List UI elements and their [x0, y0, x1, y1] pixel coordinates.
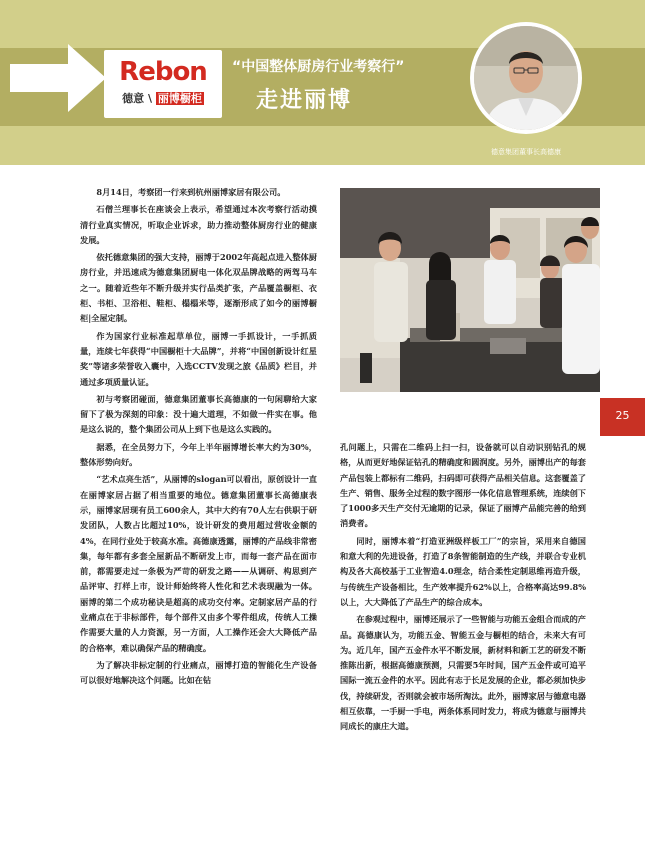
logo-sub-separator: \: [147, 92, 153, 105]
header-banner: [0, 0, 645, 165]
paragraph: 石僧兰理事长在座谈会上表示，希望通过本次考察行活动摸清行业真实情况，听取企业诉求，助力推动整体厨房行业的健康发展。: [80, 204, 317, 245]
paragraph: 据悉，在全员努力下，今年上半年丽博增长率大约为30%，整体形势向好。: [80, 441, 317, 468]
arrow-right-icon: [10, 38, 106, 118]
paragraph: 为了解决非标定制的行业痛点，丽博打造的智能化生产设备可以很好地解决这个问题。比如在钻: [80, 659, 317, 686]
header-subtitle: “中国整体厨房行业考察行”: [232, 59, 405, 75]
brand-logo: [104, 50, 222, 118]
paragraph: 8月14日，考察团一行来到杭州丽博家居有限公司。: [96, 187, 286, 197]
paragraph: “艺术点亮生活”，从丽博的slogan可以看出，原创设计一直在丽博家居占据了相当重要的地位。德意集团董事长高德康表示，丽博家居现有员工600余人，其中大约有70人左右供职于研发团队，人数占比超过10%，设计研发的费用超过营收金额的4%，在同行业处于较高水准。高德康透露，丽博的产品线非常密集，每年都有多套全屋新品不断研发上市，而每一套产品在面市前，都需要走过一条极为严苛的研发之路——从调研、构思到产品评审、打样上市，设计师始终将人性化和艺术表现融为一体。丽博的第二个成功秘诀是超高的成功交付率。定制家居产品的行业痛点在于非标部件，每个部件又由多个零件组成，传统人工操作需要大量的人力资源，另一方面，人工操作还会大大降低产品的合格率，难以确保产品的精确度。: [80, 474, 317, 653]
paragraph: 孔问题上，只需在二维码上扫一扫，设备就可以自动识别钻孔的规格，从而更好地保证钻孔的精确度和圆润度。另外，丽博出产的每套产品包装上都标有二维码，扫码即可获得产品相关信息。这套覆盖了生产、销售、服务全过程的数字图形一体化信息管理系统，连续创下了1000多天生产交付无逾期的记录，保证了丽博产品能完善的给到消费者。: [340, 442, 586, 529]
logo-sub-libo: 丽博橱柜: [157, 92, 202, 105]
showroom-photo: [340, 188, 600, 392]
paragraph: 在参观过程中，丽博还展示了一些智能与功能五金组合而成的产品。高德康认为，功能五金、智能五金与橱柜的结合，未来大有可为。近几年，国产五金件水平不断发展，新材料和新工艺的研发不断推陈出新，根据高德康预测，只需要5年时间，国产五金件或可追平国际一流五金件的水平。因此有志于长足发展的企业，都必须加快步伐，持续研发，否则就会被市场所淘汰。此外，丽博家居与德意电器相互依靠，一手厨一手电，两条体系同时发力，将成为德意与丽博共同成长的康庄大道。: [340, 614, 586, 732]
paragraph: 作为国家行业标准起草单位，丽博一手抓设计，一手抓质量，连续七年获得“中国橱柜十大品牌”，并将“中国创新设计红星奖”等诸多荣誉收入囊中，入选CCTV发现之旅《品质》栏目，并通过多项质量认证。: [80, 330, 317, 387]
portrait-frame: [470, 22, 582, 134]
logo-sub-deyi: 德意: [122, 92, 145, 105]
paragraph: 依托德意集团的强大支持，丽博于2002年高起点进入整体厨房行业，并迅速成为德意集团厨电一体化双品牌战略的两驾马车之一。随着近些年不断升级并实行品类扩张，产品覆盖橱柜、衣柜、书柜、卫浴柜、鞋柜、榻榻米等，逐渐形成了如今的丽博橱柜|全屋定制。: [80, 252, 317, 324]
logo-subtitle: [104, 92, 222, 106]
paragraph: 同时，丽博本着“打造亚洲级样板工厂”的宗旨，采用来自德国和意大利的先进设备，打造了8条智能制造的生产线，并联合专业机构及各大高校基于工业智造4.0理念，结合柔性定制思维再造升级，与传统生产设备相比，生产效率提升62%以上，合格率高达99.8%以上，大大降低了产品生产的综合成本。: [340, 535, 586, 607]
article-column-left: [80, 185, 317, 691]
page-number: 25: [615, 409, 630, 422]
header-title: 走进丽博: [256, 88, 353, 113]
article-column-right: [340, 440, 586, 737]
paragraph: 初与考察团碰面，德意集团董事长高德康的一句闲聊给大家留下了极为深刻的印象：没十遍大道理，不如做一件实在事。他是这么说的，整个集团公司从上到下也是这么实践的。: [80, 393, 317, 435]
logo-wordmark: Rebon: [119, 57, 207, 87]
portrait-photo: [474, 26, 578, 130]
portrait-caption: 德意集团董事长高德康: [491, 148, 561, 156]
